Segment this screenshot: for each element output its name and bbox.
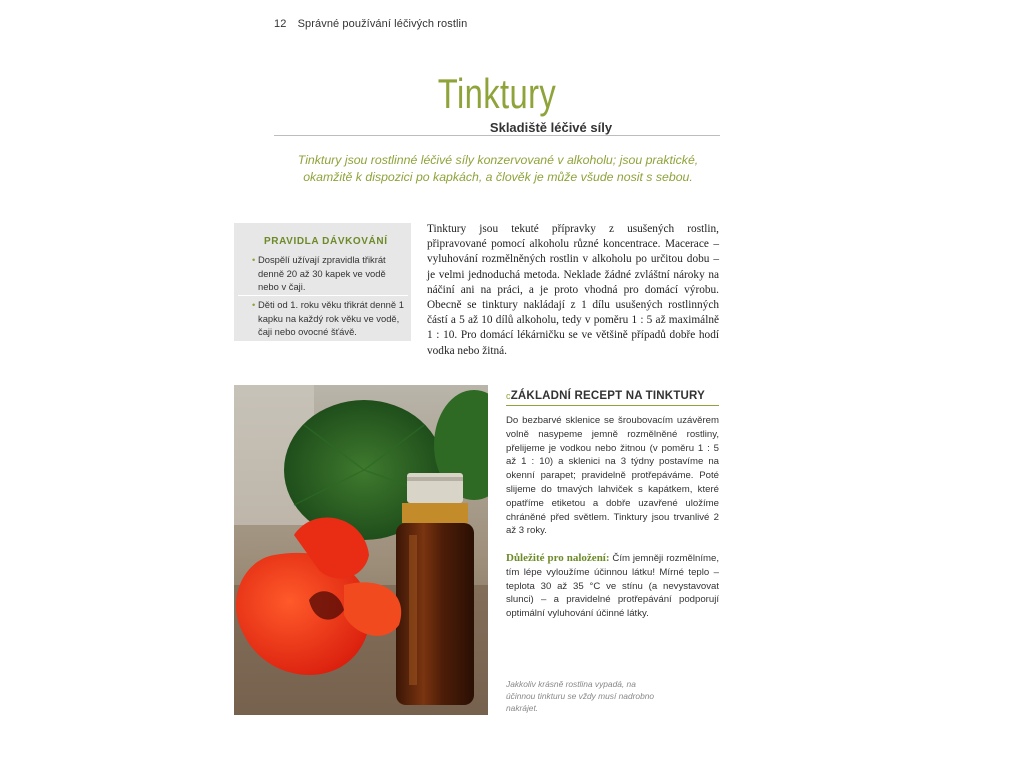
recipe-title-text: ZÁKLADNÍ RECEPT NA TINKTURY: [510, 390, 705, 402]
recipe-title: [506, 390, 705, 402]
dosage-item: [252, 298, 408, 339]
lead-paragraph: Tinktury jsou rostlinné léčivé síly konzervované v alkoholu; jsou praktické, okamžitě k dispozici po kapkách, a člověk je může všude nosit s sebou.: [297, 153, 699, 184]
section-name: Správné používání léčivých rostlin: [297, 18, 468, 30]
dosage-item: [252, 253, 408, 294]
bullet-icon: •: [252, 254, 256, 265]
running-head: [274, 18, 467, 30]
bullet-icon: •: [252, 299, 256, 310]
page-subtitle: Skladiště léčivé síly: [489, 120, 613, 135]
dosage-box-title: PRAVIDLA DÁVKOVÁNÍ: [264, 236, 388, 247]
important-paragraph: [506, 552, 719, 621]
title-rule: [274, 135, 720, 136]
tincture-photo: [234, 385, 488, 715]
photo-caption: Jakkoliv krásně rostlina vypadá, na účinnou tinkturu se vždy musí nadrobno nakrájet.: [506, 679, 655, 713]
important-text: Čím jemněji rozmělníme, tím lépe vyloužíme účinnou látku! Mírné teplo – teplota 30 až 35 °C ve stínu (a nevystavovat slunci) – a pravidelné protřepávání podporují optimální vyluhování účinné látky.: [506, 553, 719, 620]
leaf-icon: c: [506, 391, 511, 401]
page-title: Tinktury: [437, 70, 557, 117]
page-number: 12: [274, 18, 287, 30]
recipe-rule: [506, 405, 719, 406]
nasturtium-bottle-image: [234, 385, 488, 715]
dosage-item-text: Dospělí užívají zpravidla třikrát denně 20 až 30 kapek ve vodě nebo v čaji.: [258, 254, 386, 292]
dosage-item-text: Děti od 1. roku věku třikrát denně 1 kapku na každý rok věku ve vodě, čaji nebo ovocné šťávě.: [258, 299, 404, 337]
dosage-divider: [238, 295, 408, 296]
recipe-paragraph: Do bezbarvé sklenice se šroubovacím uzávěrem volně nasypeme jemně rozmělněné rostliny, přelijeme je vodkou nebo žitnou (v poměru 1 : 5 až 1 : 10) a sklenici na 3 týdny postavíme na okenní parapet; pravidelně protřepáváme. Poté slijeme do tmavých lahviček s kapátkem, které opatříme etiketou a dobře uzavřené uložíme chráněné před světlem. Tinktury jsou trvanlivé 2 až 3 roky.: [506, 415, 719, 537]
body-paragraph: Tinktury jsou tekuté přípravky z usušených rostlin, připravované pomocí alkoholu různé koncentrace. Macerace – vyluhování rozmělněných rostlin v alkoholu po určitou dobu – je velmi jednoduchá metoda. Neklade žádné zvláštní nároky na náčiní ani na práci, a je proto vhodná pro domácí výrobu. Obecně se tinktury nakládají z 1 dílu usušených rostlinných částí a 5 až 10 dílů alkoholu, tedy v poměru 1 : 5 až maximálně 1 : 10. Pro domácí lékárničku se ve většině případů dobře hodí vodka nebo žitná.: [427, 223, 719, 357]
important-label: Důležité pro naložení:: [506, 552, 610, 564]
